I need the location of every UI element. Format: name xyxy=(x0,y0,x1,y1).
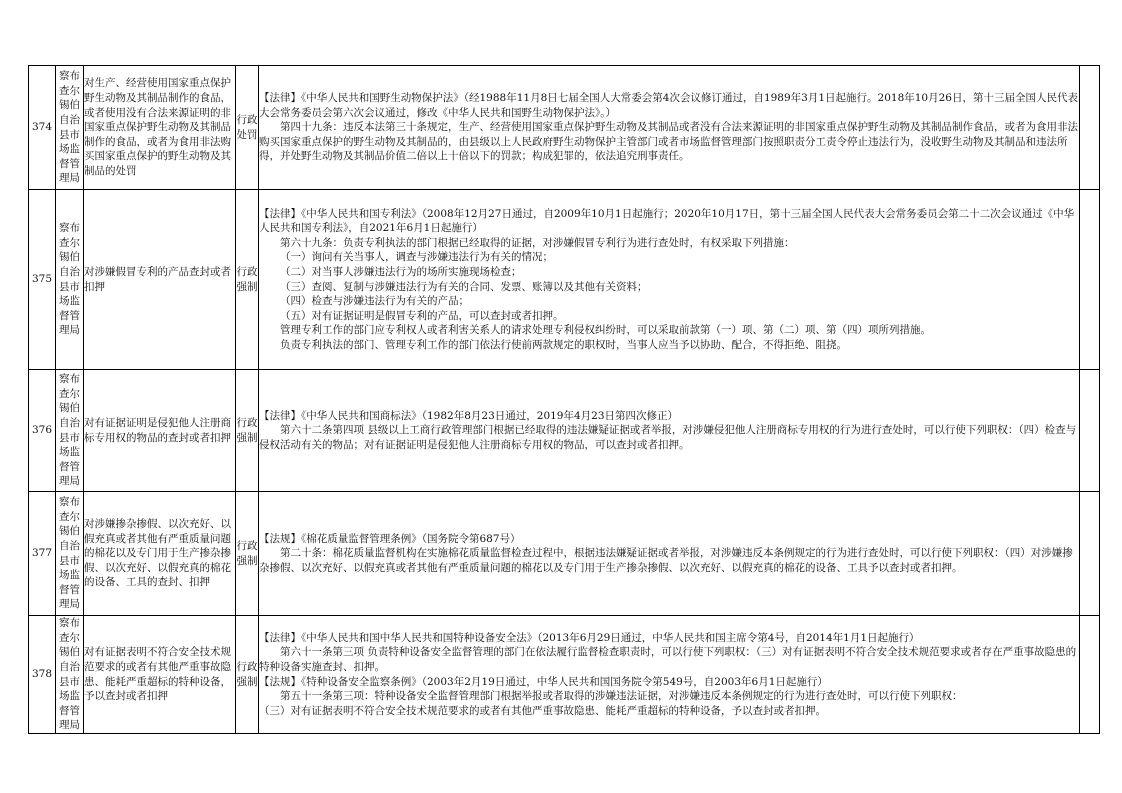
power-type-cell: 行政强制 xyxy=(236,616,259,734)
power-item-cell: 对有证据表明不符合安全技术规范要求的或者有其他严重事故隐患、能耗严重超标的特种设备，予以查封或者扣押 xyxy=(84,616,236,734)
department-cell: 察布查尔锡伯自治县市场监督管理局 xyxy=(56,370,84,492)
table-row xyxy=(29,66,1100,190)
department-cell: 察布查尔锡伯自治县市场监督管理局 xyxy=(56,190,84,370)
remarks-cell xyxy=(1080,370,1100,492)
legal-basis-cell xyxy=(259,190,1080,370)
basis-law-title: 【法律】《中华人民共和国商标法》（1982年8月23日通过，2019年4月23日第四次修正） xyxy=(259,409,679,422)
row-number: 376 xyxy=(29,370,56,492)
table-row xyxy=(29,370,1100,492)
basis-paragraph: 第二十条：棉花质量监督机构在实施棉花质量监督检查过程中，根据违法嫌疑证据或者举报，对涉嫌违反本条例规定的行为进行查处时，可以行使下列职权：（四）对涉嫌掺杂掺假、以次充好、以假充真或者其他有严重质量问题的棉花以及专门用于生产掺杂掺假、以次充好、以假充真的棉花的设备、工具予以查封或者扣押。 xyxy=(259,547,1073,574)
power-item-cell: 对涉嫌掺杂掺假、以次充好、以假充真或者其他有严重质量问题的棉花以及专门用于生产掺杂掺假、以次充好、以假充真的棉花的设备、工具的查封、扣押 xyxy=(84,492,236,616)
basis-paragraph: （三）查阅、复制与涉嫌违法行为有关的合同、发票、账簿以及其他有关资料； xyxy=(280,280,648,293)
department-cell: 察布查尔锡伯自治县市场监督管理局 xyxy=(56,616,84,734)
row-number: 377 xyxy=(29,492,56,616)
basis-paragraph: 第六十二条第四项 县级以上工商行政管理部门根据已经取得的违法嫌疑证据或者举报，对涉嫌侵犯他人注册商标专用权的行为进行查处时，可以行使下列职权：（四）检查与侵权活动有关的物品；对有证据证明是侵犯他人注册商标专用权的物品，可以查封或者扣押。 xyxy=(259,424,1077,451)
row-number: 375 xyxy=(29,190,56,370)
basis-paragraph: 负责专利执法的部门、管理专利工作的部门依法行使前两款规定的职权时，当事人应当予以协助、配合，不得拒绝、阻挠。 xyxy=(280,338,847,351)
power-type-cell: 行政强制 xyxy=(236,190,259,370)
basis-paragraph: 第四十九条：违反本法第三十条规定，生产、经营使用国家重点保护野生动物及其制品或者没有合法来源证明的非国家重点保护野生动物及其制品制作食品，或者为食用非法购买国家重点保护的野生动物及其制品的，由县级以上人民政府野生动物保护主管部门或者市场监督管理部门按照职责分工责令停止违法行为，没收野生动物及其制品和违法所得，并处野生动物及其制品价值二倍以上十倍以下的罚款；构成犯罪的，依法追究刑事责任。 xyxy=(259,121,1078,163)
table-row xyxy=(29,616,1100,734)
row-number: 378 xyxy=(29,616,56,734)
remarks-cell xyxy=(1080,190,1100,370)
legal-basis-cell xyxy=(259,616,1080,734)
basis-paragraph: （二）对当事人涉嫌违法行为的场所实施现场检查； xyxy=(280,265,522,278)
basis-paragraph: （四）检查与涉嫌违法行为有关的产品； xyxy=(280,295,469,308)
basis-law-title: 【法规】《特种设备安全监察条例》（2003年2月19日通过，中华人民共和国国务院令第549号，自2003年6月1日起施行） xyxy=(259,675,828,688)
remarks-cell xyxy=(1080,66,1100,190)
department-cell: 察布查尔锡伯自治县市场监督管理局 xyxy=(56,492,84,616)
basis-law-title: 【法律】《中华人民共和国专利法》（2008年12月27日通过，自2009年10月1日起施行；2020年10月17日，第十三届全国人民代表大会常务委员会第二十二次会议通过《中华人民共和国专利法》，自2021年6月1日起施行） xyxy=(259,207,1075,235)
basis-law-title: 【法律】《中华人民共和国野生动物保护法》（经1988年11月8日七届全国人大常委会第4次会议修订通过，自1989年3月1日起施行。2018年10月26日，第十三届全国人民代表大会常务委员会第六次会议通过，修改《中华人民共和国野生动物保护法》。） xyxy=(259,92,1078,119)
department-cell: 察布查尔锡伯自治县市场监督管理局 xyxy=(56,66,84,190)
basis-paragraph: 第六十九条：负责专利执法的部门根据已经取得的证据，对涉嫌假冒专利行为进行查处时，有权采取下列措施： xyxy=(280,236,795,249)
table-body xyxy=(29,66,1100,734)
table-row xyxy=(29,190,1100,370)
power-item-cell: 对生产、经营使用国家重点保护野生动物及其制品制作的食品，或者使用没有合法来源证明的非国家重点保护野生动物及其制品制作的食品，或者为食用非法购买国家重点保护的野生动物及其制品的处罚 xyxy=(84,66,236,190)
basis-law-title: 【法规】《棉花质量监督管理条例》（国务院令第687号） xyxy=(259,532,521,545)
power-type-cell: 行政强制 xyxy=(236,492,259,616)
power-item-cell: 对有证据证明是侵犯他人注册商标专用权的物品的查封或者扣押 xyxy=(84,370,236,492)
power-type-cell: 行政强制 xyxy=(236,370,259,492)
basis-paragraph: 第五十一条第三项：特种设备安全监督管理部门根据举报或者取得的涉嫌违法证据，对涉嫌违反本条例规定的行为进行查处时，可以行使下列职权： xyxy=(280,690,963,703)
legal-basis-cell xyxy=(259,370,1080,492)
table-row xyxy=(29,492,1100,616)
row-number: 374 xyxy=(29,66,56,190)
basis-law-title: 【法律】《中华人民共和国中华人民共和国特种设备安全法》（2013年6月29日通过，中华人民共和国主席令第4号，自2014年1月1日起施行） xyxy=(259,631,920,644)
remarks-cell xyxy=(1080,616,1100,734)
basis-paragraph: 第六十一条第三项 负责特种设备安全监督管理的部门在依法履行监督检查职责时，可以行使下列职权：（三）对有证据表明不符合安全技术规范要求或者存在严重事故隐患的特种设备实施查封、扣押。 xyxy=(259,646,1077,673)
basis-paragraph: 管理专利工作的部门应专利权人或者利害关系人的请求处理专利侵权纠纷时，可以采取前款第（一）项、第（二）项、第（四）项所列措施。 xyxy=(280,324,931,337)
basis-law-title: （三）对有证据表明不符合安全技术规范要求的或者有其他严重事故隐患、能耗严重超标的特种设备，予以查封或者扣押。 xyxy=(259,704,826,717)
power-type-cell: 行政处罚 xyxy=(236,66,259,190)
basis-paragraph: （一）询问有关当事人，调查与涉嫌违法行为有关的情况； xyxy=(280,251,553,264)
legal-basis-cell xyxy=(259,66,1080,190)
remarks-cell xyxy=(1080,492,1100,616)
power-item-cell: 对涉嫌假冒专利的产品查封或者扣押 xyxy=(84,190,236,370)
basis-paragraph: （五）对有证据证明是假冒专利的产品，可以查封或者扣押。 xyxy=(280,309,564,322)
power-list-table xyxy=(28,65,1100,734)
legal-basis-cell xyxy=(259,492,1080,616)
